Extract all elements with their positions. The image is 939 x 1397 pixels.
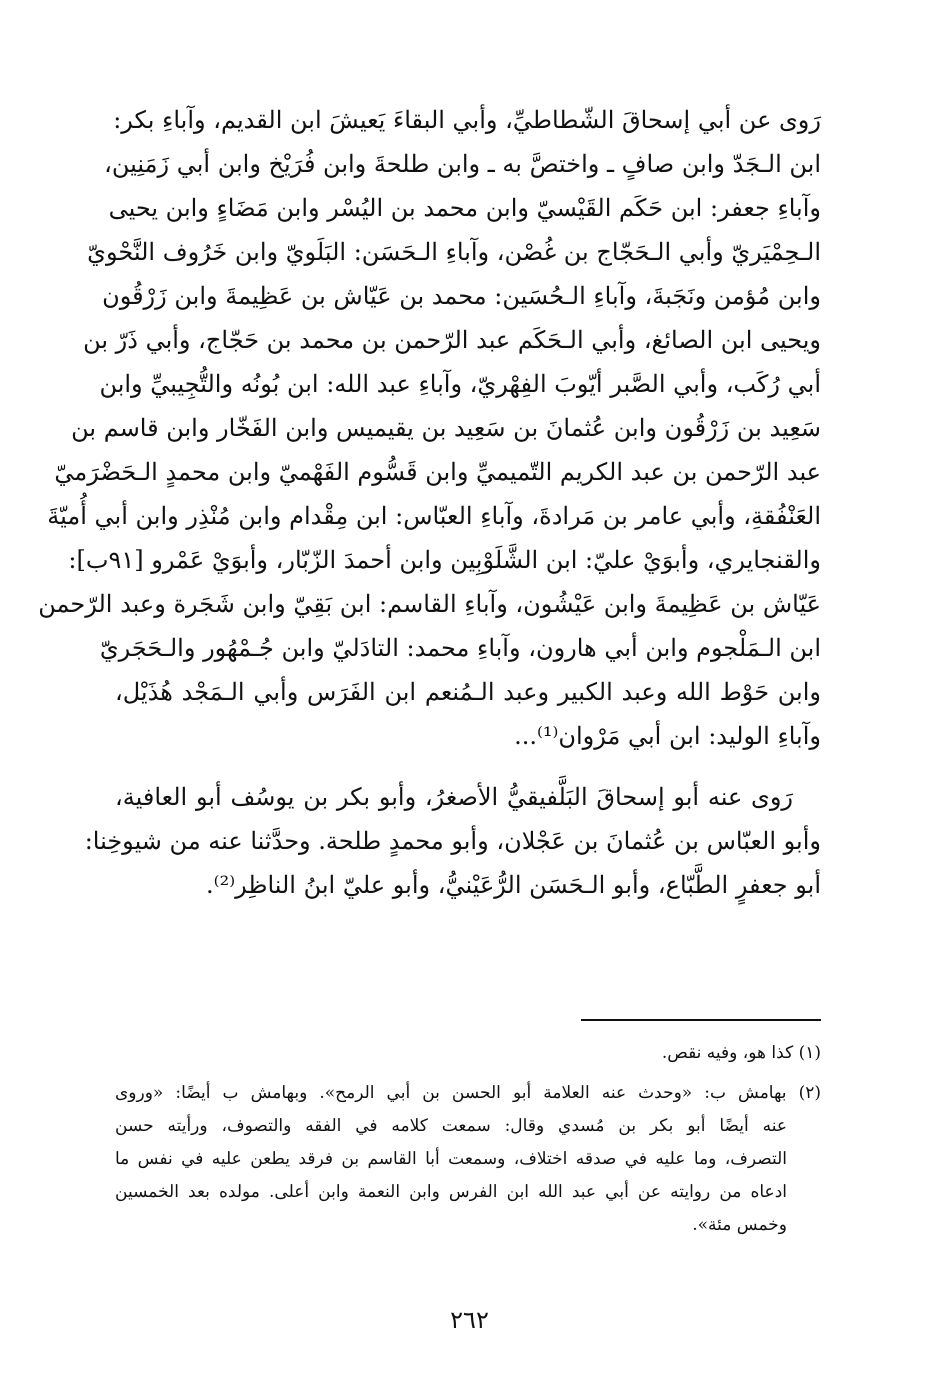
text-line: العَنْفُقةِ، وأبي عامر بن مَرادةَ، وآباءِ العبّاس: ابن مِقْدام وابن مُنْذِر وابن أبي أُميّةَ [47,502,821,530]
footnote-2-line: وخمس مئة». [692,1215,787,1235]
footnote-2-line: عنه أيضًا أبو بكر بن مُسدي وقال: سمعت كلامه في الفقه والتصوف، ورأيته حسن [115,1116,787,1136]
text-line: ابن الـمَلْجوم وابن أبي هارون، وآباءِ محمد: التادَليّ وابن جُـمْهُور والـحَجَريّ [99,634,821,662]
text-line: وابن مُؤمن ونَجَبةَ، وآباءِ الـحُسَين: محمد بن عَيّاش بن عَظِيمةَ وابن زَرْقُون [102,282,821,310]
text-line: سَعِيد بن زَرْقُون وابن عُثمانَ بن سَعِيد بن يقيميس وابن الفَخّار وابن قاسم بن [71,414,821,442]
footnote-2-line: ادعاه من روايته عن أبي عبد الله ابن الفرس وابن النعمة وابن أعلى. مولده بعد الخمسين [115,1182,787,1202]
text-line: ابن الـجَدّ وابن صافٍ ـ واختصَّ به ـ وابن طلحةَ وابن فُرَيْخ وابن أبي زَمَنِين، [104,150,821,178]
page-number: ٢٦٢ [450,1306,489,1334]
text-line: عَيّاش بن عَظِيمةَ وابن عَيْشُون، وآباءِ القاسم: ابن بَقِيّ وابن شَجَرة وعبد الرّحمن [38,590,821,618]
text-line: الـحِمْيَريّ وأبي الـحَجّاج بن غُصْن، وآباءِ الـحَسَن: البَلَويّ وابن خَرُوف النَّحْويّ [87,238,821,266]
footnote-1: (١) كذا هو، وفيه نقص. [661,1043,821,1063]
text-line: ويحيى ابن الصائغ، وأبي الـحَكَم عبد الرّحمن بن محمد بن حَجّاج، وأبي ذَرّ بن [83,326,821,354]
footnote-2-line: (٢) بهامش ب: «وحدث عنه العلامة أبو الحسن بن أبي الرمح». وبهامش ب أيضًا: «وروى [115,1083,821,1103]
text-line: والقنجايري، وأبوَيْ عليّ: ابن الشَّلَوْبِين وابن أحمدَ الزّبّار، وأبوَيْ عَمْرو [٩١ب]: [68,546,821,574]
text-line: رَوى عنه أبو إسحاقَ البَلَّفيقيُّ الأصغرُ، وأبو بكر بن يوسُف أبو العافية، [115,783,793,811]
text-line: وآباءِ الوليد: ابن أبي مَرْوان⁽¹⁾... [514,722,821,750]
text-line: أبي رُكَب، وأبي الصَّبر أيّوبَ الفِهْريّ، وآباءِ عبد الله: ابن بُونُه والتُّجِيبيِّ وابن [99,370,821,398]
text-line: وابن حَوْط الله وعبد الكبير وعبد الـمُنعم ابن الفَرَس وأبي الـمَجْد هُذَيْل، [115,678,821,706]
text-line: رَوى عن أبي إسحاقَ الشّطاطيِّ، وأبي البقاءَ يَعيشَ ابن القديم، وآباءِ بكر: [113,106,821,134]
text-line: وآباءِ جعفر: ابن حَكَم القَيْسيّ وابن محمد بن اليُسْر وابن مَضَاءٍ وابن يحيى [108,194,821,222]
text-line: وأبو العبّاس بن عُثمانَ بن عَجْلان، وأبو محمدٍ طلحة. وحدَّثنا عنه من شيوخِنا: [84,827,821,855]
footnote-separator [581,1019,821,1021]
footnote-2-line: التصرف، وما عليه في صدقه اختلاف، وسمعت أبا القاسم بن فرقد يطعن عليه في نفس ما [115,1149,787,1169]
text-line: عبد الرّحمن بن عبد الكريم التّميميِّ وابن قَسُّوم الفَهْميّ وابن محمدٍ الـحَضْرَميّ [54,458,821,486]
text-line: أبو جعفرٍ الطَّبّاع، وأبو الـحَسَن الرُّعَيْنيُّ، وأبو عليّ ابنُ الناظِر⁽²⁾. [206,871,821,899]
